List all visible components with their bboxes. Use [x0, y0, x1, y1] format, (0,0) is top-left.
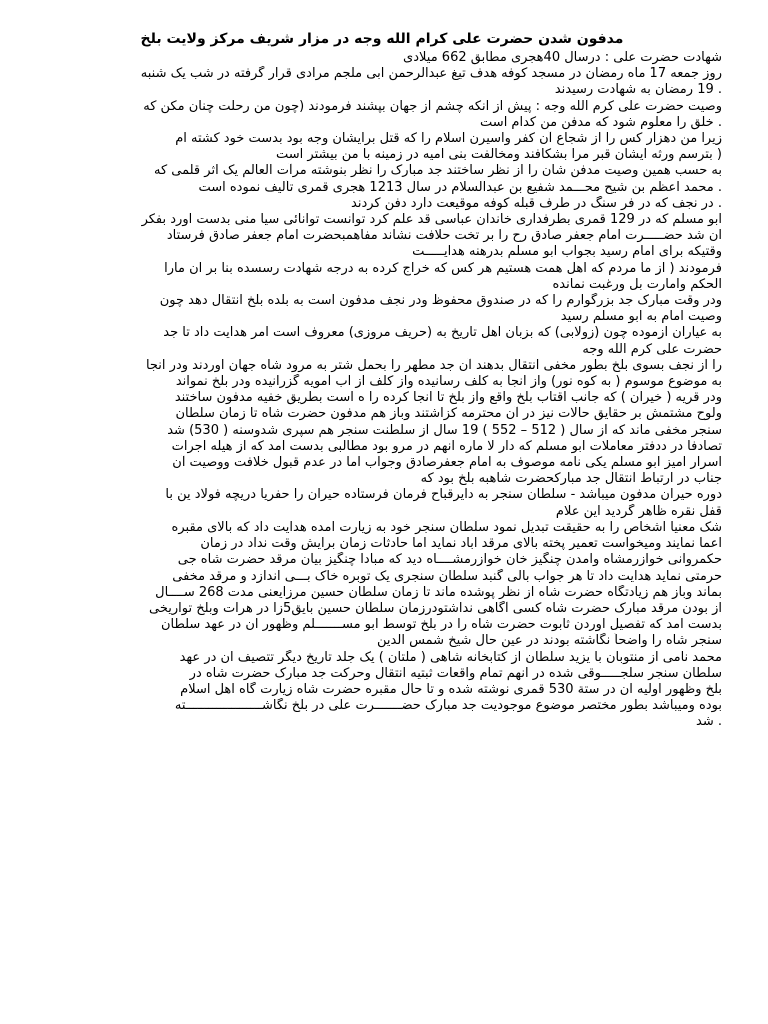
text-line: اسرار امیز ابو مسلم یکی نامه موصوف به امام جعفرصادق وجواب اما در عدم قبول خلافت ووصیت آن [172, 455, 722, 471]
text-line: بدست امد که تفصیل اوردن ثابوت حضرت شاه را در بلخ توسط ابو مســـــــلم وظهور ان در عهد سلطان [160, 617, 722, 633]
text-line: . شد [696, 714, 722, 730]
text-line: از بودن مرقد مبارک حضرت شاه کسی آگاهی نداشتودرزمان سلطان حسین بایق5زا در هرات وبلخ تواریخی [149, 600, 722, 616]
text-line: قفل نقره ظاهر گردید این علام [555, 503, 722, 519]
text-line: سلطان سنجر سلجـــــوقی شده در انهم تمام واقعات ثبتیه انتقال وحرکت جد مبارک حضرت شاه در [189, 665, 722, 681]
text-line: سنجر شاه را واضحاً نگاشته بودند در عین حال شیخ شمس الدین [377, 633, 722, 649]
text-line: وصیت امام به ابو مسلم رسید [560, 309, 722, 325]
document-body [42, 50, 722, 731]
text-line: فرمودند ( از ما مردم که اهل همت هستیم هر کس که خراج کرده به درجه شهادت رسسده بنا بر ان مارا [164, 260, 722, 276]
text-line: . در نجف که در فر سنگ در طرف قبله کوفه موقیعت دارد دفن کردند [351, 195, 722, 211]
text-line: . محمد اعظم بن شیح محـــمد شفیع بن عبدالسلام در سال 1213 هجری قمری تألیف نموده است [198, 179, 722, 195]
text-line: بماند وباز هم زیادتگاه حضرت شاه از نظر پوشده ماند تا زمان سلطان حسین مرزایعنی مدت 268 ســــال [155, 584, 722, 600]
text-line: ودر وقت مبارک جد بزرگوارم را که در صندوق محفوظ ودر نجف مدفون است به بلده بلخ انتقال دهد چون [159, 293, 722, 309]
text-line: حکمروانی خوازرمشاه وامدن چنگیز خان خوازرمشــــاه دید که مبادا چنگیز بیان مرقد حضرت شاه جی [177, 552, 722, 568]
text-line: به حسب همین وصیت مدفن شان را از نظر ساختند جد مبارک را نظر بنوشته مرآت العالم یک اثر قلمی که [153, 163, 722, 179]
text-line: جناب در ارتباط انتقال جد مبارکحضرت شاهبه بلخ بود که [420, 471, 722, 487]
text-line: به عیاران ازموده چون (زولابی) که بزبان اهل تاریخ به (حریف مروزی) معروف است امر هدایت داد تا جد [163, 325, 722, 341]
text-line: محمد نامی از منتوبان با یزید سلطان از کتابخانه شاهی ( ملتان ) یک جلد تاریخ دیگر تتصیف ان در عهد [179, 649, 722, 665]
text-line: به موضوع موسوم ( به کوه نور) واز انجا به کلف رسانیده واز کلف از اب امویه گزرانیده ودر بلخ نمواند [175, 374, 722, 390]
document-page [42, 30, 722, 731]
text-line: حرمتی نماید هدایت داد تا هر جواب بالی گنبد سلطان سنجری یک توبره خاک بـــی اندازد و مرقد مخفی [172, 568, 722, 584]
text-line: ابو مسلم که در 129 قمری بطرفداری خاندان عباسی قد علم کرد توانست توانائی سیا منی بدست اورد بفکر [141, 212, 722, 228]
text-line: شک معنیا اشخاص را به حقیقت تبدیل نمود سلطان سنجر خود به زیارت امده هدایت داد که بالای مقبره [171, 519, 722, 535]
text-line: ( بترسم ورثه ایشان قبر مرا بشکافند ومخالفت بنی امیه در زمینه با من بیشتر است [276, 147, 722, 163]
text-line: الحکم وامارت بل ورغبت نمانده [552, 276, 722, 292]
text-line: دوره حیران مدفون میباشد - سلطان سنجر به دایرقباح فرمان فرستاده حیران را حفریا دریچه فولاد ین با [165, 487, 722, 503]
text-line: ان شد حضـــــرت امام جعفر صادق رح را بر تخت حلافت نشاند مفاهمبحضرت امام جعفر صادق فرستاد [166, 228, 722, 244]
text-line: ودر قریه ( خیران ) که جانب اقتاب بلخ واقع واز بلخ تا انجا کرده را ه است بطریق خفیه مدفون ساختند [174, 390, 722, 406]
text-line: را از نجف بسوی بلخ بطور مخفی انتقال بدهند آن جد مطهر را بحمل شتر به مرود شاه جهان اوردند ودر انجا [145, 357, 722, 373]
text-line: ولوح مشتمش بر حقایق حالات نیز در آن محترمه کزاشتند وباز هم مدفون حضرت شاه تا زمان سلطان [175, 406, 722, 422]
text-line: شهادت حضرت علی : درسال 40هجری مطابق 662 میلادی [403, 50, 722, 65]
text-line: . 19 رمضان به شهادت رسیدند [554, 82, 722, 98]
text-line: وقتیکه برای امام رسید بجواب ابو مسلم بدرهنه هدایـــــت [412, 244, 722, 260]
text-line: وصیت حضرت علی کرم الله وجه : پیش از انکه چشم از جهان بپشند فرمودند (چون من رحلت چنان مکن که [143, 98, 722, 114]
text-line: . خلق را معلوم شود که مدفن من کدام است [480, 114, 722, 130]
text-line: اعما نمایند ومیخواست تعمیر پخته بالای مرقد اباد نماید اما حادثات زمان برایش وقت نداد در زمان [200, 536, 722, 552]
text-line: سنجر مخفی ماند که از سال ( 512 – 552 ) 19 سال از سلطنت سنجر هم سپری شدوسنه ( 530) شد [167, 422, 722, 438]
text-line: تصادفا در ددفتر معاملات ابو مسلم که دار لا ماره انهم در مرو بود مطالبی بدست امد که از هیله اجرات [171, 438, 722, 454]
text-line: زیرا من دهزار کس را از شجاع آن کفر واسیرن اسلام را که قتل برایشان وجه بود بدست خود کشته ام [175, 131, 722, 147]
text-line: بلخ وظهور اولیه ان در ستة 530 قمری نوشته شده و تا حال مقبره حضرت شاه زیارت گاه اهل اسلام [180, 681, 722, 697]
document-title: مدفون شدن حضرت علی کرام الله وجه در مزار شریف مرکز ولایت بلخ [140, 31, 624, 47]
text-line: بوده ومیباشد بطور مختصر موضوع موجودیت جد مبارک حضـــــــرت علی در بلخ نگاشــــــــــــــــــــته [174, 698, 722, 714]
text-line: حضرت علی کرم الله وجه [582, 341, 722, 357]
text-line: روز جمعه 17 ماه رمضان در مسجد کوفه هدف تیغ عبدالرحمن ابی ملجم مرادی قرار گرفته در شب یک شنبه [140, 66, 722, 82]
